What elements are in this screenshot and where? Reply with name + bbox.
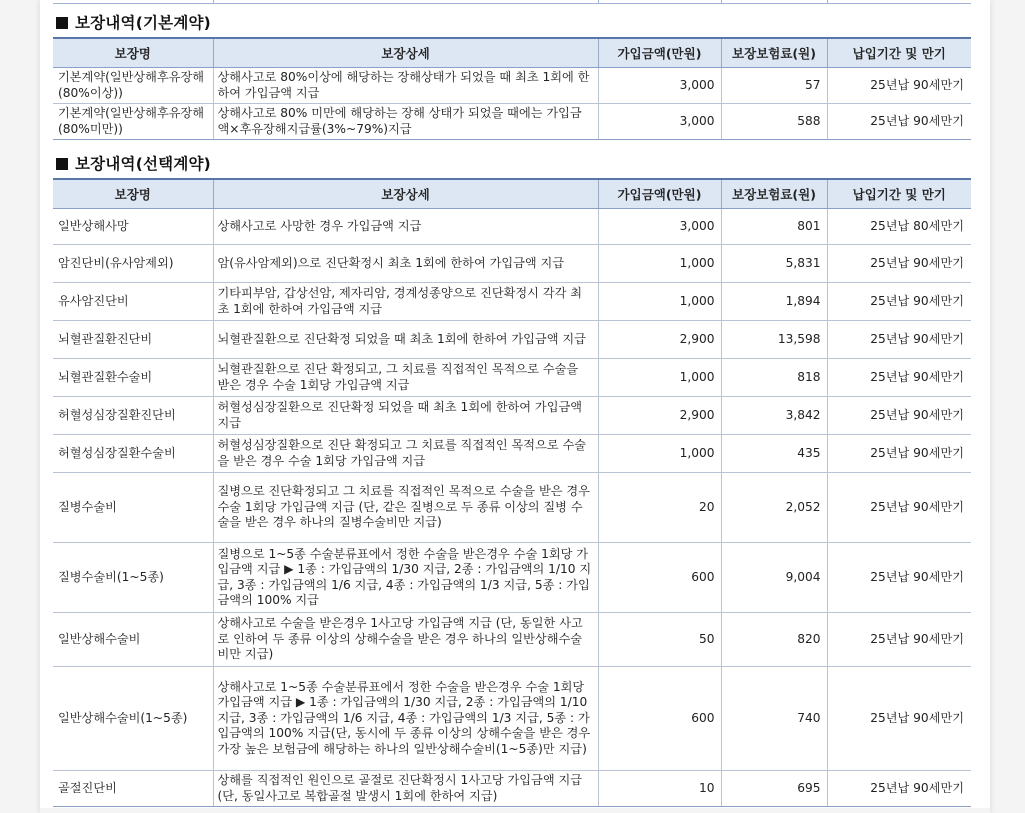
coverage-name: 유사암진단비 <box>53 283 213 321</box>
coverage-name: 일반상해수술비(1~5종) <box>53 667 213 771</box>
coverage-amount: 1,000 <box>598 435 721 473</box>
coverage-amount: 20 <box>598 473 721 543</box>
coverage-term: 25년납 90세만기 <box>827 104 971 140</box>
coverage-amount: 1,000 <box>598 245 721 283</box>
coverage-amount: 1,000 <box>598 283 721 321</box>
coverage-name: 골절진단비 <box>53 771 213 807</box>
coverage-detail: 상해를 직접적인 원인으로 골절로 진단확정시 1사고당 가입금액 지급 (단, 동일사고로 복합골절 발생시 1회에 한하여 지급) <box>213 771 598 807</box>
coverage-name: 허혈성심장질환수술비 <box>53 435 213 473</box>
table-row <box>53 245 971 283</box>
coverage-premium: 1,894 <box>721 283 827 321</box>
coverage-amount: 1,000 <box>598 359 721 397</box>
table-row <box>53 613 971 667</box>
coverage-detail: 질병으로 1~5종 수술분류표에서 정한 수술을 받은경우 수술 1회당 가입금액 지급 ▶ 1종 : 가입금액의 1/30 지급, 2종 : 가입금액의 1/10 지급, 3종 : 가입금액의 1/6 지급, 4종 : 가입금액의 1/3 지급, 5종 : 가입금액의 100% 지급 <box>213 543 598 613</box>
coverage-detail: 뇌혈관질환으로 진단 확정되고, 그 치료를 직접적인 목적으로 수술을 받은 경우 수술 1회당 가입금액 지급 <box>213 359 598 397</box>
table-row <box>53 435 971 473</box>
coverage-premium: 3,842 <box>721 397 827 435</box>
header-detail: 보장상세 <box>213 179 598 209</box>
optional-coverage-table <box>53 178 971 807</box>
table-row <box>53 104 971 140</box>
coverage-term: 25년납 90세만기 <box>827 245 971 283</box>
coverage-premium: 588 <box>721 104 827 140</box>
coverage-name: 질병수술비 <box>53 473 213 543</box>
table-row <box>53 209 971 245</box>
coverage-amount: 600 <box>598 667 721 771</box>
coverage-name: 뇌혈관질환수술비 <box>53 359 213 397</box>
table-row <box>53 283 971 321</box>
coverage-detail: 허혈성심장질환으로 진단 확정되고 그 치료를 직접적인 목적으로 수술을 받은 경우 수술 1회당 가입금액 지급 <box>213 435 598 473</box>
coverage-premium: 2,052 <box>721 473 827 543</box>
coverage-term: 25년납 90세만기 <box>827 359 971 397</box>
coverage-term: 25년납 90세만기 <box>827 68 971 104</box>
coverage-name: 일반상해사망 <box>53 209 213 245</box>
header-premium: 보장보험료(원) <box>721 179 827 209</box>
table-header-row <box>53 179 971 209</box>
coverage-name: 기본계약(일반상해후유장해(80%이상)) <box>53 68 213 104</box>
coverage-name: 기본계약(일반상해후유장해(80%미만)) <box>53 104 213 140</box>
coverage-detail: 뇌혈관질환으로 진단확정 되었을 때 최초 1회에 한하여 가입금액 지급 <box>213 321 598 359</box>
coverage-term: 25년납 90세만기 <box>827 771 971 807</box>
coverage-amount: 3,000 <box>598 68 721 104</box>
coverage-name: 암진단비(유사암제외) <box>53 245 213 283</box>
coverage-term: 25년납 90세만기 <box>827 667 971 771</box>
coverage-term: 25년납 90세만기 <box>827 473 971 543</box>
coverage-detail: 상해사고로 80%이상에 해당하는 장해상태가 되었을 때 최초 1회에 한하여 가입금액 지급 <box>213 68 598 104</box>
coverage-detail: 질병으로 진단확정되고 그 치료를 직접적인 목적으로 수술을 받은 경우 수술 1회당 가입금액 지급 (단, 같은 질병으로 두 종류 이상의 질병 수술을 받은 경우 하나의 질병수술비만 지급) <box>213 473 598 543</box>
table-row <box>53 543 971 613</box>
coverage-premium: 9,004 <box>721 543 827 613</box>
coverage-amount: 2,900 <box>598 397 721 435</box>
table-row <box>53 359 971 397</box>
coverage-premium: 5,831 <box>721 245 827 283</box>
coverage-name: 허혈성심장질환진단비 <box>53 397 213 435</box>
optional-coverage-title-text: 보장내역(선택계약) <box>75 155 211 173</box>
coverage-premium: 820 <box>721 613 827 667</box>
coverage-detail: 상해사고로 80% 미만에 해당하는 장해 상태가 되었을 때에는 가입금액×후유장해지급률(3%~79%)지급 <box>213 104 598 140</box>
square-bullet-icon <box>56 158 68 170</box>
coverage-premium: 801 <box>721 209 827 245</box>
coverage-term: 25년납 90세만기 <box>827 543 971 613</box>
coverage-premium: 13,598 <box>721 321 827 359</box>
coverage-detail: 기타피부암, 갑상선암, 제자리암, 경계성종양으로 진단확정시 각각 최초 1회에 한하여 가입금액 지급 <box>213 283 598 321</box>
header-name: 보장명 <box>53 179 213 209</box>
coverage-premium: 57 <box>721 68 827 104</box>
coverage-amount: 3,000 <box>598 104 721 140</box>
coverage-term: 25년납 90세만기 <box>827 613 971 667</box>
coverage-premium: 818 <box>721 359 827 397</box>
header-term: 납입기간 및 만기 <box>827 38 971 68</box>
coverage-term: 25년납 90세만기 <box>827 397 971 435</box>
coverage-name: 뇌혈관질환진단비 <box>53 321 213 359</box>
coverage-name: 질병수술비(1~5종) <box>53 543 213 613</box>
coverage-premium: 695 <box>721 771 827 807</box>
page-bottom-crop <box>40 808 990 813</box>
optional-coverage-title <box>56 152 211 174</box>
coverage-premium: 435 <box>721 435 827 473</box>
square-bullet-icon <box>56 17 68 29</box>
coverage-detail: 암(유사암제외)으로 진단확정시 최초 1회에 한하여 가입금액 지급 <box>213 245 598 283</box>
basic-coverage-title-text: 보장내역(기본계약) <box>75 14 211 32</box>
header-amount: 가입금액(만원) <box>598 38 721 68</box>
coverage-term: 25년납 90세만기 <box>827 321 971 359</box>
coverage-term: 25년납 80세만기 <box>827 209 971 245</box>
table-row <box>53 68 971 104</box>
coverage-term: 25년납 90세만기 <box>827 435 971 473</box>
table-row <box>53 771 971 807</box>
coverage-amount: 50 <box>598 613 721 667</box>
previous-table-bottom-edge <box>53 0 971 4</box>
coverage-detail: 허혈성심장질환으로 진단확정 되었을 때 최초 1회에 한하여 가입금액 지급 <box>213 397 598 435</box>
basic-coverage-title <box>56 11 211 33</box>
header-detail: 보장상세 <box>213 38 598 68</box>
header-premium: 보장보험료(원) <box>721 38 827 68</box>
table-header-row <box>53 38 971 68</box>
header-amount: 가입금액(만원) <box>598 179 721 209</box>
header-term: 납입기간 및 만기 <box>827 179 971 209</box>
coverage-premium: 740 <box>721 667 827 771</box>
header-name: 보장명 <box>53 38 213 68</box>
coverage-amount: 600 <box>598 543 721 613</box>
table-row <box>53 473 971 543</box>
coverage-detail: 상해사고로 사망한 경우 가입금액 지급 <box>213 209 598 245</box>
coverage-amount: 10 <box>598 771 721 807</box>
coverage-term: 25년납 90세만기 <box>827 283 971 321</box>
coverage-amount: 3,000 <box>598 209 721 245</box>
table-row <box>53 397 971 435</box>
basic-coverage-table <box>53 37 971 140</box>
table-row <box>53 667 971 771</box>
coverage-amount: 2,900 <box>598 321 721 359</box>
coverage-detail: 상해사고로 1~5종 수술분류표에서 정한 수술을 받은경우 수술 1회당 가입금액 지급 ▶ 1종 : 가입금액의 1/30 지급, 2종 : 가입금액의 1/10 지급, 3종 : 가입금액의 1/6 지급, 4종 : 가입금액의 1/3 지급, 5종 : 가입금액의 100% 지급(단, 동시에 두 종류 이상의 상해수술을 받은 경우 가장 높은 보험금에 해당하는 하나의 일반상해수술비(1~5종)만 지급) <box>213 667 598 771</box>
coverage-detail: 상해사고로 수술을 받은경우 1사고당 가입금액 지급 (단, 동일한 사고로 인하여 두 종류 이상의 상해수술을 받은 경우 하나의 일반상해수술비만 지급) <box>213 613 598 667</box>
table-row <box>53 321 971 359</box>
coverage-name: 일반상해수술비 <box>53 613 213 667</box>
